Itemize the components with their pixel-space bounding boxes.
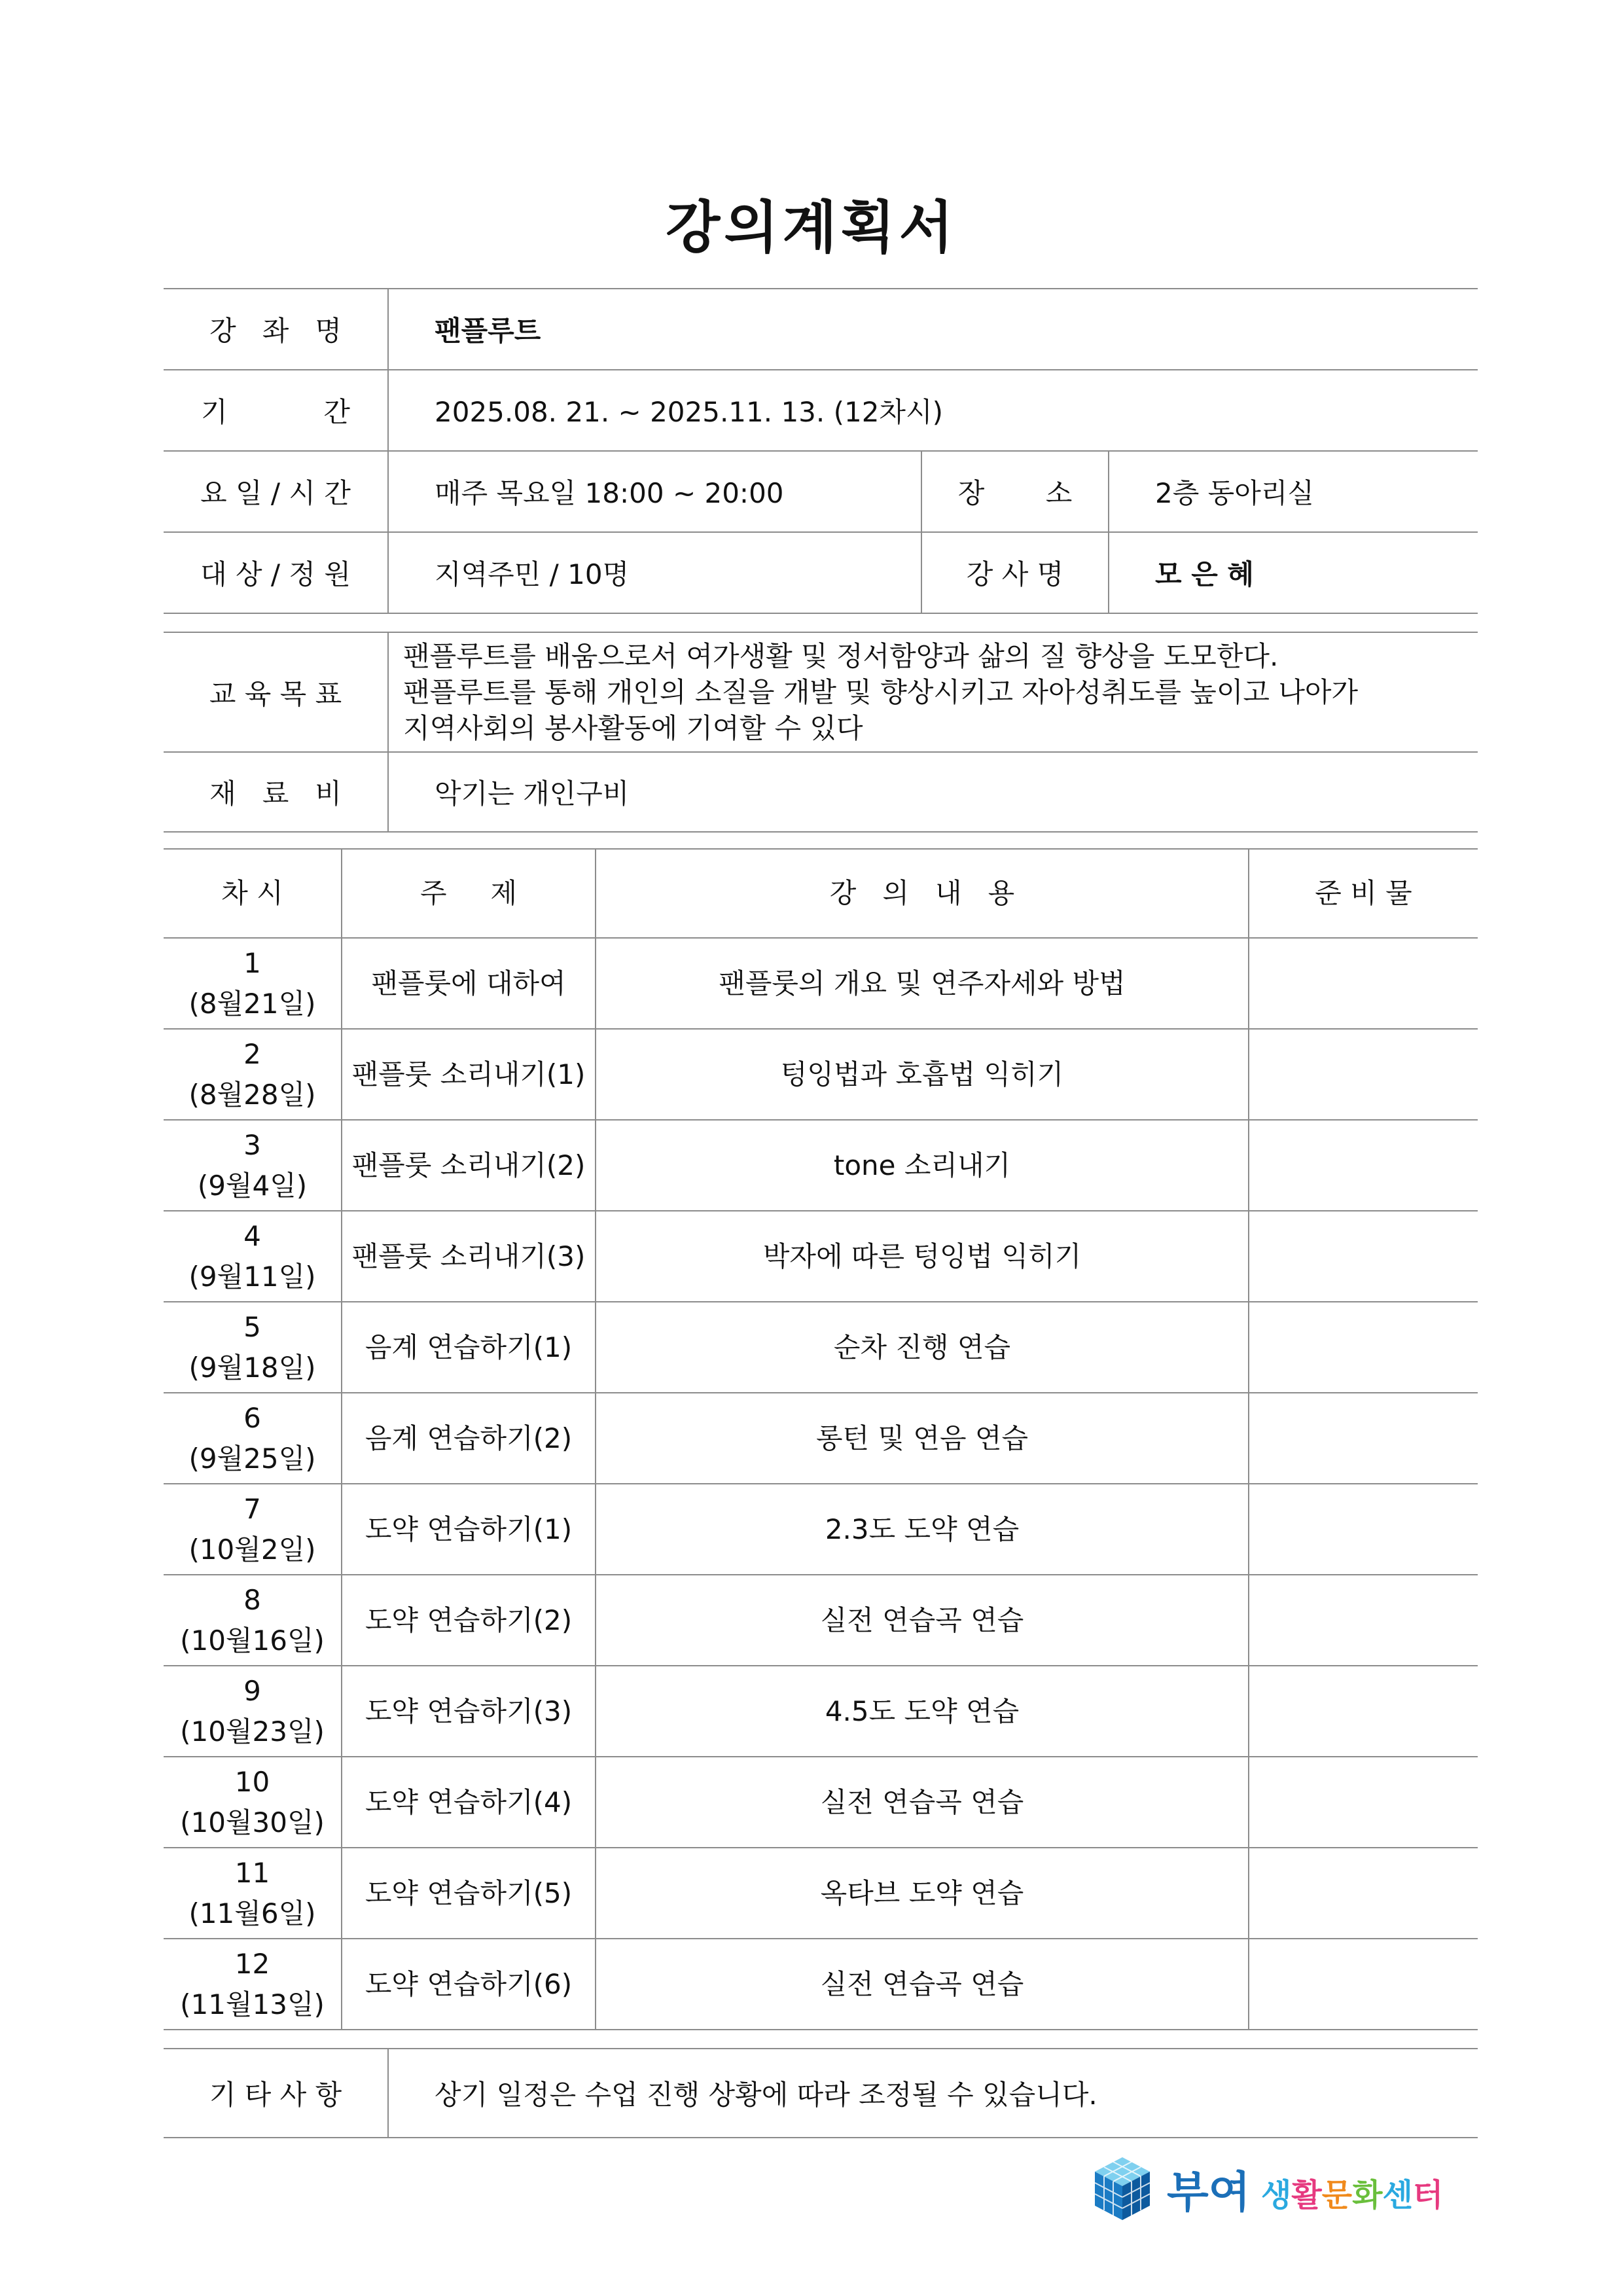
lesson-date: (9월18일) (188, 1351, 316, 1384)
course-label: 강 좌 명 (164, 289, 388, 370)
lesson-topic: 도약 연습하기(1) (342, 1484, 596, 1575)
lesson-date: (11월6일) (188, 1897, 316, 1929)
lesson-session (164, 1393, 342, 1484)
lesson-row (164, 1484, 1478, 1575)
lesson-prep (1249, 1211, 1478, 1302)
lesson-topic: 팬플룻 소리내기(1) (342, 1029, 596, 1120)
schedule-row (164, 451, 1478, 532)
lesson-session (164, 1757, 342, 1848)
lesson-topic: 도약 연습하기(2) (342, 1575, 596, 1666)
lesson-number: 4 (243, 1219, 261, 1252)
period-label: 기 간 (164, 370, 388, 451)
lesson-row (164, 1393, 1478, 1484)
lesson-row (164, 1575, 1478, 1666)
lesson-date: (10월30일) (180, 1806, 325, 1839)
instructor-label: 강 사 명 (921, 532, 1109, 613)
lesson-session (164, 1211, 342, 1302)
goal-line: 지역사회의 봉사활동에 기여할 수 있다 (403, 712, 863, 744)
material-value: 악기는 개인구비 (388, 752, 1478, 832)
lesson-session (164, 1302, 342, 1393)
header-session: 차 시 (164, 849, 342, 938)
notes-row (164, 2049, 1478, 2138)
header-prep: 준 비 물 (1249, 849, 1478, 938)
lesson-topic: 도약 연습하기(5) (342, 1848, 596, 1939)
lesson-topic: 음계 연습하기(1) (342, 1302, 596, 1393)
target-value: 지역주민 / 10명 (388, 532, 921, 613)
lesson-topic: 도약 연습하기(6) (342, 1939, 596, 2030)
lesson-date: (8월21일) (188, 987, 316, 1020)
notes-label: 기 타 사 항 (164, 2049, 388, 2138)
lesson-content: 옥타브 도약 연습 (596, 1848, 1249, 1939)
lesson-content: 박자에 따른 텅잉법 익히기 (596, 1211, 1249, 1302)
lesson-header-row (164, 849, 1478, 938)
lesson-row (164, 1029, 1478, 1120)
logo (1090, 2153, 1482, 2225)
lesson-number: 8 (243, 1583, 261, 1616)
page-title: 강의계획서 (666, 195, 957, 260)
lesson-topic: 음계 연습하기(2) (342, 1393, 596, 1484)
lesson-number: 2 (243, 1037, 261, 1070)
logo-subtitle: 생활문화센터 (1261, 2177, 1444, 2214)
lesson-row (164, 1939, 1478, 2030)
lesson-content: 실전 연습곡 연습 (596, 1939, 1249, 2030)
lesson-number: 6 (243, 1401, 261, 1434)
lesson-content: 2.3도 도약 연습 (596, 1484, 1249, 1575)
lesson-session (164, 1848, 342, 1939)
lesson-prep (1249, 938, 1478, 1029)
lesson-number: 10 (234, 1765, 270, 1798)
lesson-session (164, 1666, 342, 1757)
lesson-row (164, 1666, 1478, 1757)
lesson-prep (1249, 1575, 1478, 1666)
material-label: 재 료 비 (164, 752, 388, 832)
lesson-number: 5 (243, 1310, 261, 1343)
lesson-content: 실전 연습곡 연습 (596, 1575, 1249, 1666)
lesson-date: (10월16일) (180, 1624, 325, 1657)
lesson-table (164, 848, 1478, 2030)
lesson-prep (1249, 1484, 1478, 1575)
lesson-date: (9월11일) (188, 1260, 316, 1293)
period-row (164, 370, 1478, 451)
goals-table (164, 632, 1478, 833)
lesson-date: (8월28일) (188, 1078, 316, 1111)
target-label: 대 상 / 정 원 (164, 532, 388, 613)
goals-text (388, 632, 1478, 752)
schedule-label: 요 일 / 시 간 (164, 451, 388, 532)
lesson-prep (1249, 1666, 1478, 1757)
lesson-number: 9 (243, 1674, 261, 1707)
header-topic: 주 제 (342, 849, 596, 938)
cube-logo-icon (1090, 2153, 1482, 2225)
lesson-session (164, 1120, 342, 1211)
lesson-session (164, 1939, 342, 2030)
lesson-session (164, 938, 342, 1029)
lesson-prep (1249, 1757, 1478, 1848)
lesson-topic: 팬플룻 소리내기(2) (342, 1120, 596, 1211)
material-row (164, 752, 1478, 832)
place-label: 장 소 (921, 451, 1109, 532)
lesson-topic: 팬플룻 소리내기(3) (342, 1211, 596, 1302)
lesson-prep (1249, 1029, 1478, 1120)
lesson-content: 팬플룻의 개요 및 연주자세와 방법 (596, 938, 1249, 1029)
lesson-row (164, 1757, 1478, 1848)
course-value: 팬플루트 (388, 289, 1478, 370)
goals-label: 교 육 목 표 (164, 632, 388, 752)
lesson-prep (1249, 1120, 1478, 1211)
course-row (164, 289, 1478, 370)
lesson-date: (11월13일) (180, 1988, 325, 2020)
period-value: 2025.08. 21. ~ 2025.11. 13. (12차시) (388, 370, 1478, 451)
goals-row (164, 632, 1478, 752)
lesson-content: 실전 연습곡 연습 (596, 1757, 1249, 1848)
lesson-row (164, 1120, 1478, 1211)
notes-value: 상기 일정은 수업 진행 상황에 따라 조정될 수 있습니다. (388, 2049, 1478, 2138)
place-value: 2층 동아리실 (1109, 451, 1478, 532)
lesson-prep (1249, 1393, 1478, 1484)
lesson-content: 텅잉법과 호흡법 익히기 (596, 1029, 1249, 1120)
lesson-prep (1249, 1848, 1478, 1939)
lesson-content: 롱턴 및 연음 연습 (596, 1393, 1249, 1484)
lesson-number: 3 (243, 1128, 261, 1161)
header-content: 강 의 내 용 (596, 849, 1249, 938)
lesson-date: (9월25일) (188, 1442, 316, 1475)
lesson-content: 순차 진행 연습 (596, 1302, 1249, 1393)
lesson-number: 12 (234, 1947, 270, 1980)
lesson-session (164, 1484, 342, 1575)
lesson-date: (10월23일) (180, 1715, 325, 1748)
lesson-content: 4.5도 도약 연습 (596, 1666, 1249, 1757)
lesson-number: 11 (234, 1856, 270, 1889)
logo-brand: 부여 (1167, 2167, 1251, 2217)
lesson-session (164, 1029, 342, 1120)
notes-table (164, 2048, 1478, 2138)
lesson-row (164, 1302, 1478, 1393)
lesson-prep (1249, 1939, 1478, 2030)
target-row (164, 532, 1478, 613)
lesson-number: 1 (243, 946, 261, 979)
instructor-value: 모 은 혜 (1109, 532, 1478, 613)
lesson-row (164, 1848, 1478, 1939)
goal-line: 팬플루트를 통해 개인의 소질을 개발 및 향상시키고 자아성취도를 높이고 나아가 (403, 676, 1359, 708)
schedule-value: 매주 목요일 18:00 ~ 20:00 (388, 451, 921, 532)
lesson-topic: 팬플룻에 대하여 (342, 938, 596, 1029)
lesson-row (164, 938, 1478, 1029)
lesson-date: (9월4일) (197, 1169, 308, 1202)
lesson-prep (1249, 1302, 1478, 1393)
lesson-date: (10월2일) (188, 1533, 316, 1566)
lesson-topic: 도약 연습하기(3) (342, 1666, 596, 1757)
lesson-content: tone 소리내기 (596, 1120, 1249, 1211)
lesson-number: 7 (243, 1492, 261, 1525)
course-info-table (164, 288, 1478, 614)
lesson-session (164, 1575, 342, 1666)
lesson-row (164, 1211, 1478, 1302)
lesson-topic: 도약 연습하기(4) (342, 1757, 596, 1848)
goal-line: 팬플루트를 배움으로서 여가생활 및 정서함양과 삶의 질 향상을 도모한다. (403, 640, 1279, 672)
